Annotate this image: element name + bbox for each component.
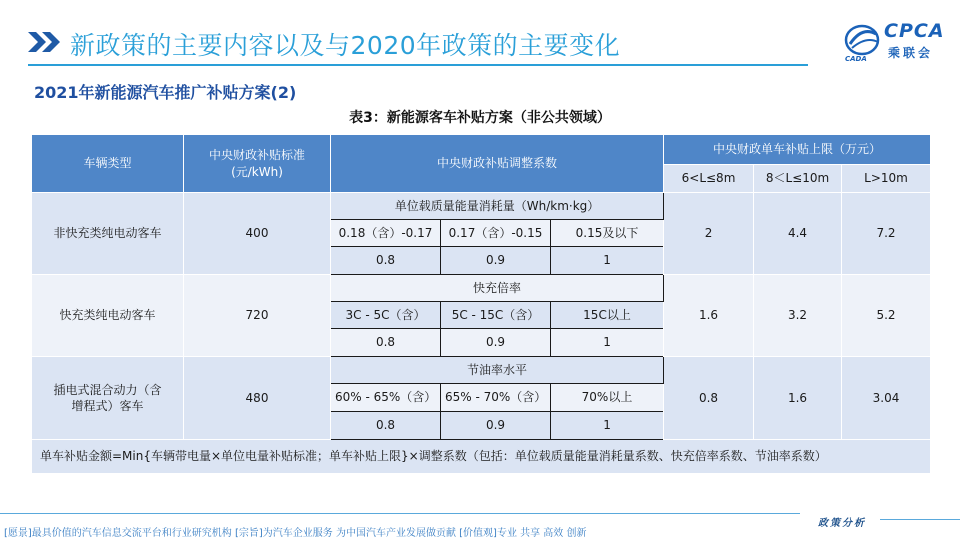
footer-divider (0, 513, 800, 514)
range-cell: 5C - 15C（含） (441, 302, 551, 329)
range-cell: 65% - 70%（含） (441, 384, 551, 412)
range-cell: 60% - 65%（含） (331, 384, 441, 412)
vehicle-type-cell: 插电式混合动力（含 增程式）客车 (32, 357, 184, 440)
cap-cell: 2 (664, 193, 754, 275)
header-divider (28, 64, 808, 66)
cap-cell: 1.6 (754, 357, 842, 440)
standard-cell: 720 (184, 275, 331, 357)
standard-cell: 480 (184, 357, 331, 440)
range-cell: 70%以上 (551, 384, 664, 412)
header-vehicle-type: 车辆类型 (32, 135, 184, 193)
header-cap-col: L>10m (842, 165, 931, 193)
coefficient-cell: 1 (551, 329, 664, 357)
page-title: 新政策的主要内容以及与2020年政策的主要变化 (70, 31, 621, 60)
cap-cell: 5.2 (842, 275, 931, 357)
footer-section-label: 政策分析 (818, 518, 866, 529)
coefficient-cell: 0.8 (331, 329, 441, 357)
factor-title-cell: 节油率水平 (331, 357, 664, 384)
range-cell: 0.15及以下 (551, 220, 664, 247)
header-cap-col: 6<L≤8m (664, 165, 754, 193)
factor-title-cell: 快充倍率 (331, 275, 664, 302)
table-caption: 表3：新能源客车补贴方案（非公共领域） (349, 110, 611, 126)
coefficient-cell: 0.9 (441, 247, 551, 275)
cap-cell: 1.6 (664, 275, 754, 357)
section-subtitle: 2021年新能源汽车推广补贴方案(2) (34, 83, 297, 102)
logo-text: CPCA (884, 20, 945, 42)
coefficient-cell: 1 (551, 247, 664, 275)
coefficient-cell: 0.8 (331, 247, 441, 275)
range-cell: 0.18（含）-0.17 (331, 220, 441, 247)
cap-cell: 3.2 (754, 275, 842, 357)
cap-cell: 0.8 (664, 357, 754, 440)
footer-text: [愿景]最具价值的汽车信息交流平台和行业研究机构 [宗旨]为汽车企业服务 为中国汽车产业发展做贡献 [价值观]专业 共享 高效 创新 (4, 528, 587, 539)
vehicle-type-cell: 快充类纯电动客车 (32, 275, 184, 357)
factor-title-cell: 单位载质量能量消耗量（Wh/km·kg） (331, 193, 664, 220)
standard-cell: 400 (184, 193, 331, 275)
range-cell: 15C以上 (551, 302, 664, 329)
subsidy-table (31, 134, 931, 474)
double-chevron-icon (26, 30, 66, 54)
vehicle-type-cell: 非快充类纯电动客车 (32, 193, 184, 275)
coefficient-cell: 0.8 (331, 412, 441, 440)
logo-subtext: 乘联会 (888, 46, 934, 60)
logo-small-text: CADA (845, 55, 867, 63)
range-cell: 0.17（含）-0.15 (441, 220, 551, 247)
header-subsidy-cap: 中央财政单车补贴上限（万元） (664, 135, 931, 165)
header-cap-col: 8＜L≤10m (754, 165, 842, 193)
cap-cell: 3.04 (842, 357, 931, 440)
coefficient-cell: 1 (551, 412, 664, 440)
coefficient-cell: 0.9 (441, 329, 551, 357)
footer-divider-right (880, 519, 960, 520)
cap-cell: 4.4 (754, 193, 842, 275)
coefficient-cell: 0.9 (441, 412, 551, 440)
header-adjust-coefficient: 中央财政补贴调整系数 (331, 135, 664, 193)
formula-note: 单车补贴金额=Min{车辆带电量×单位电量补贴标准；单车补贴上限}×调整系数（包括：单位载质量能量消耗量系数、快充倍率系数、节油率系数） (32, 440, 931, 474)
range-cell: 3C - 5C（含） (331, 302, 441, 329)
header-subsidy-standard: 中央财政补贴标准 (元/kWh) (184, 135, 331, 193)
cap-cell: 7.2 (842, 193, 931, 275)
header (0, 0, 960, 74)
